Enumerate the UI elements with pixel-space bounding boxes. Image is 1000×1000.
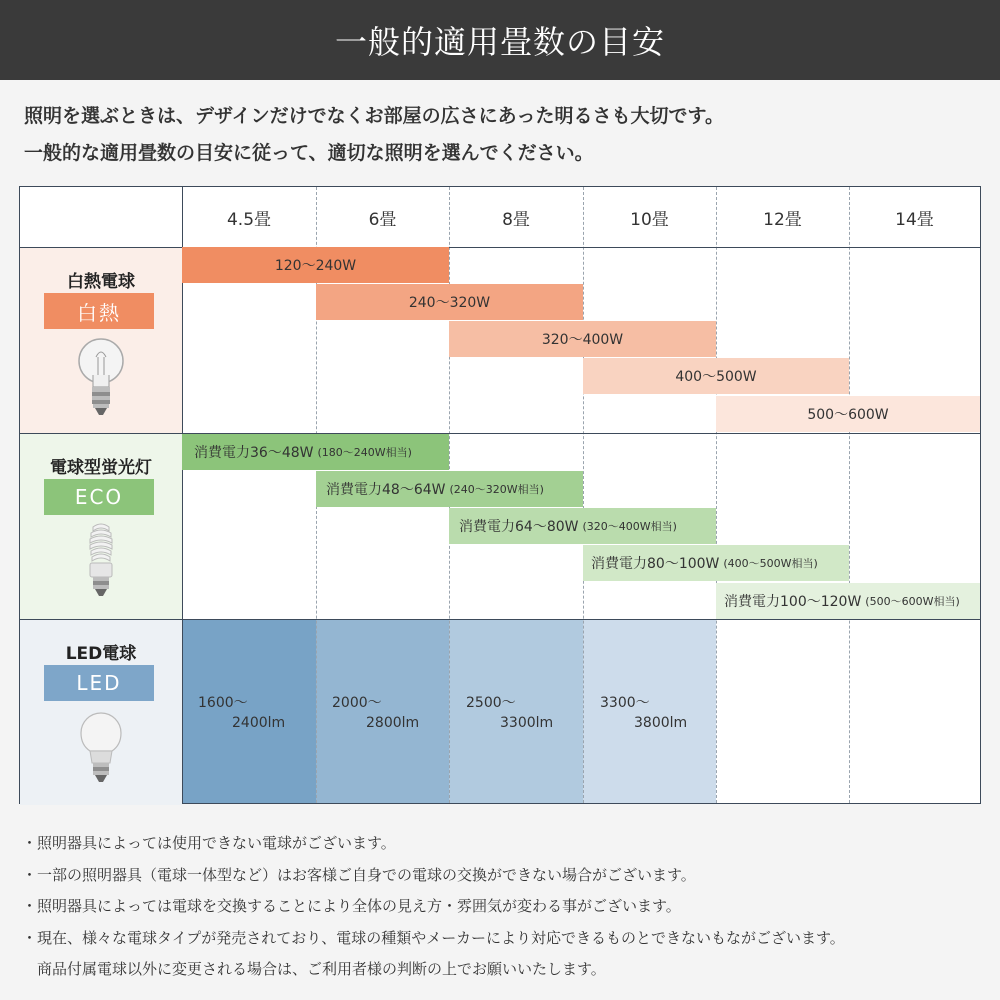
led-lumen-2 [332, 693, 442, 733]
row-title-incandescent: 白熱電球 [67, 272, 135, 292]
bar-label: 消費電力64～80W [459, 519, 579, 535]
note-item: 商品付属電球以外に変更される場合は、ご利用者様の判断の上でお願いいたします。 [22, 960, 606, 978]
bar-label: 120～240W [274, 258, 357, 274]
eco-bar [716, 583, 980, 619]
led-lumen-3 [466, 693, 576, 733]
lumen-line: 1600～ [198, 695, 248, 711]
bar-label: 400～500W [675, 369, 757, 385]
row-title-eco: 電球型蛍光灯 [50, 458, 152, 478]
row-title-led: LED電球 [65, 644, 137, 664]
badge-led: LED [44, 665, 154, 701]
bar-label: 消費電力100～120W [724, 594, 862, 610]
intro-line-2: 一般的な適用畳数の目安に従って、適切な照明を選んでください。 [24, 142, 594, 164]
intro-line-1: 照明を選ぶときは、デザインだけでなくお部屋の広さにあった明るさも大切です。 [24, 105, 724, 127]
incandescent-bulb-icon [76, 335, 126, 421]
incandescent-bar [182, 247, 449, 283]
note-item: ・照明器具によっては使用できない電球がございます。 [22, 834, 396, 852]
incandescent-bar [716, 396, 980, 432]
lumen-line: 2500～ [466, 695, 516, 711]
grid-row-divider [20, 433, 980, 434]
grid-col-divider [583, 187, 584, 803]
lumen-line: 3800lm [634, 715, 688, 731]
bar-note: (180～240W相当) [317, 446, 412, 459]
incandescent-bar [583, 358, 849, 394]
eco-bar [583, 545, 849, 581]
column-header: 6畳 [368, 209, 397, 230]
bar-label: 消費電力80～100W [591, 556, 720, 572]
bar-note: (400～500W相当) [723, 557, 818, 570]
grid-col-divider [716, 187, 717, 803]
badge-eco: ECO [44, 479, 154, 515]
led-lumen-1 [198, 693, 308, 733]
cfl-bulb-icon [76, 521, 126, 607]
grid-col-divider [849, 187, 850, 803]
eco-bar [449, 508, 716, 544]
page-header [0, 0, 1000, 80]
column-header: 4.5畳 [226, 209, 272, 230]
column-header: 10畳 [630, 209, 669, 230]
note-item: ・現在、様々な電球タイプが発売されており、電球の種類やメーカーにより対応できるものとできないもながございます。 [22, 928, 845, 947]
led-bulb-icon [76, 707, 126, 793]
lumen-line: 2800lm [366, 715, 420, 731]
eco-bar [182, 434, 449, 470]
lumen-line: 2400lm [232, 715, 286, 731]
lighting-table [19, 186, 981, 804]
lumen-line: 3300～ [600, 695, 650, 711]
column-header: 8畳 [502, 209, 530, 230]
column-header: 14畳 [895, 209, 934, 230]
column-header: 12畳 [763, 209, 802, 230]
lumen-line: 2000～ [332, 695, 382, 711]
bar-note: (240～320W相当) [449, 483, 544, 496]
bar-label: 240～320W [408, 295, 491, 311]
bar-label: 消費電力48～64W [326, 482, 446, 498]
grid-row-divider [20, 619, 980, 620]
incandescent-bar [316, 284, 583, 320]
bar-label: 500～600W [807, 407, 889, 423]
bar-label: 320～400W [541, 332, 624, 348]
bar-note: (320～400W相当) [582, 520, 677, 533]
lumen-line: 3300lm [500, 715, 554, 731]
notes-list [22, 828, 845, 986]
bar-note: (500～600W相当) [865, 595, 960, 608]
intro-text [24, 98, 984, 172]
led-lumen-4 [600, 693, 710, 733]
note-item: ・照明器具によっては電球を交換することにより全体の見え方・雰囲気が変わる事がございます。 [22, 897, 681, 915]
badge-incandescent: 白熱 [44, 293, 154, 329]
page-title: 一般的適用畳数の目安 [334, 23, 665, 61]
grid-row-divider [20, 247, 980, 248]
incandescent-bar [449, 321, 716, 357]
eco-bar [316, 471, 583, 507]
bar-label: 消費電力36～48W [194, 445, 314, 461]
note-item: ・一部の照明器具（電球一体型など）はお客様ご自身での電球の交換ができない場合がございます。 [22, 865, 696, 884]
